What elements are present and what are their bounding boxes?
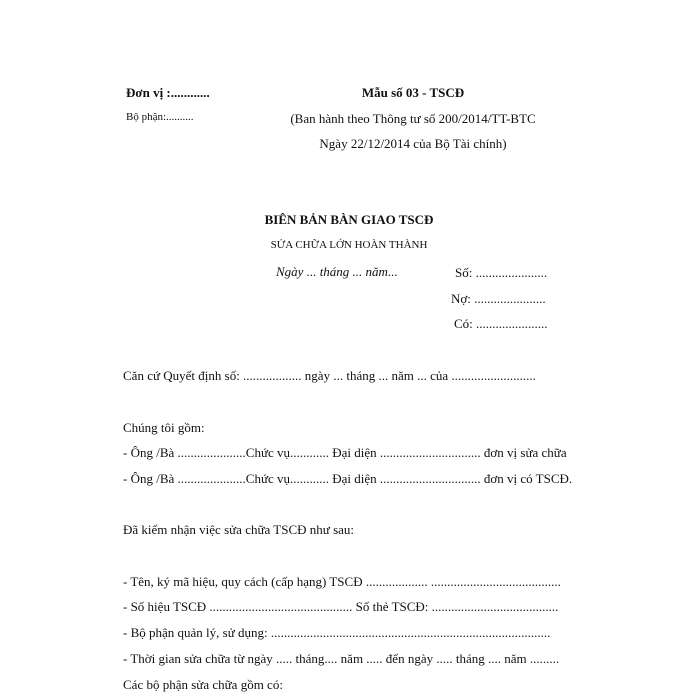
inspection-heading: Đã kiểm nhận việc sửa chữa TSCĐ như sau: (123, 522, 355, 537)
field-repair-time: - Thời gian sửa chữa từ ngày ..... tháng.... năm ..... đến ngày ..... tháng .... năm ......... (123, 651, 560, 666)
decision-line: Căn cứ Quyết định số: .................. ngày ... tháng ... năm ... của .......................... (123, 368, 536, 383)
issued-by: (Ban hành theo Thông tư số 200/2014/TT-BTC (290, 111, 536, 126)
date-line: Ngày ... tháng ... năm... (276, 264, 398, 279)
field-asset-number: - Số hiệu TSCĐ ............................................ Số thẻ TSCĐ: ....................................... (123, 599, 559, 614)
members-heading: Chúng tôi gồm: (123, 420, 205, 435)
issued-date: Ngày 22/12/2014 của Bộ Tài chính) (319, 136, 507, 151)
number-line: Số: ...................... (455, 265, 548, 280)
form-number: Mẫu số 03 - TSCĐ (361, 85, 465, 100)
debit-line: Nợ: ...................... (451, 291, 546, 306)
department-label: Bộ phận:.......... (126, 111, 194, 123)
document-subtitle: SỬA CHỮA LỚN HOÀN THÀNH (270, 239, 428, 251)
field-managing-department: - Bộ phận quản lý, sử dụng: ...................................................................................... (123, 625, 551, 640)
document-title: BIÊN BẢN BÀN GIAO TSCĐ (264, 212, 434, 227)
member-line-1: - Ông /Bà .....................Chức vụ............ Đại diện ............................... đơn vị sửa chữa (123, 445, 567, 460)
field-asset-name: - Tên, ký mã hiệu, quy cách (cấp hạng) TSCĐ ................... ........................................ (123, 574, 561, 589)
member-line-2: - Ông /Bà .....................Chức vụ............ Đại diện ............................... đơn vị có TSCĐ. (123, 471, 573, 486)
unit-label: Đơn vị :............ (126, 85, 210, 100)
credit-line: Có: ...................... (454, 316, 548, 331)
parts-heading: Các bộ phận sửa chữa gồm có: (123, 677, 283, 692)
